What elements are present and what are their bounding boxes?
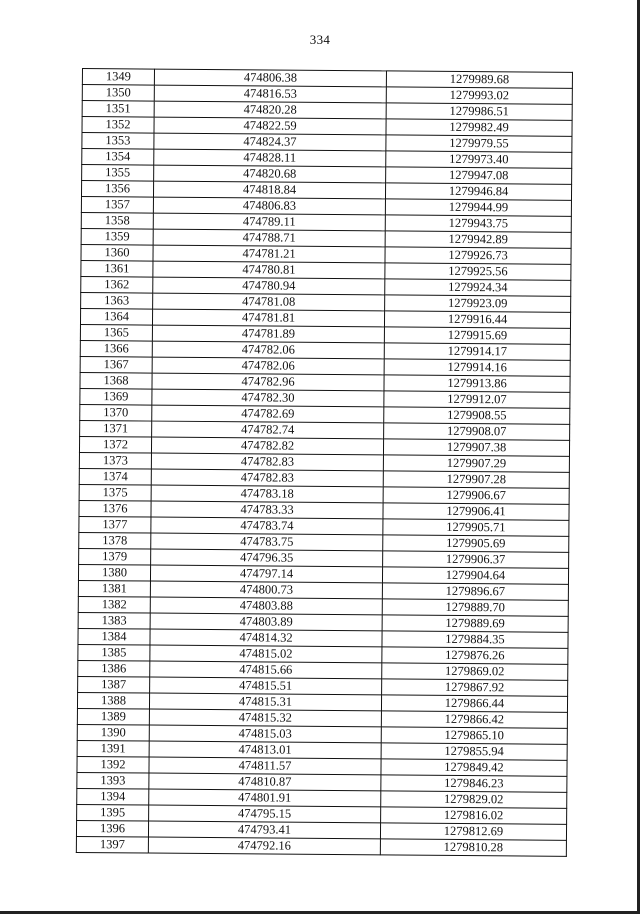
x-coordinate-cell: 474815.66 bbox=[150, 661, 382, 679]
point-id-cell: 1363 bbox=[81, 292, 153, 309]
y-coordinate-cell: 1279986.51 bbox=[386, 103, 572, 120]
point-id-cell: 1388 bbox=[77, 692, 149, 709]
x-coordinate-cell: 474782.83 bbox=[151, 469, 383, 487]
point-id-cell: 1354 bbox=[82, 149, 154, 166]
point-id-cell: 1351 bbox=[82, 101, 154, 118]
x-coordinate-cell: 474803.89 bbox=[150, 613, 382, 631]
y-coordinate-cell: 1279908.07 bbox=[384, 423, 570, 440]
point-id-cell: 1390 bbox=[77, 724, 149, 741]
y-coordinate-cell: 1279982.49 bbox=[386, 119, 572, 136]
y-coordinate-cell: 1279869.02 bbox=[382, 663, 568, 680]
x-coordinate-cell: 474792.16 bbox=[148, 837, 380, 855]
x-coordinate-cell: 474782.69 bbox=[152, 405, 384, 423]
x-coordinate-cell: 474797.14 bbox=[150, 565, 382, 583]
y-coordinate-cell: 1279849.42 bbox=[381, 759, 567, 776]
point-id-cell: 1377 bbox=[79, 516, 151, 533]
x-coordinate-cell: 474822.59 bbox=[154, 117, 386, 135]
x-coordinate-cell: 474795.15 bbox=[149, 805, 381, 823]
point-id-cell: 1378 bbox=[79, 532, 151, 549]
y-coordinate-cell: 1279914.16 bbox=[384, 359, 570, 376]
x-coordinate-cell: 474824.37 bbox=[154, 133, 386, 151]
x-coordinate-cell: 474782.82 bbox=[151, 437, 383, 455]
point-id-cell: 1381 bbox=[78, 580, 150, 597]
x-coordinate-cell: 474813.01 bbox=[149, 741, 381, 759]
y-coordinate-cell: 1279816.02 bbox=[381, 807, 567, 824]
point-id-cell: 1393 bbox=[77, 772, 149, 789]
point-id-cell: 1355 bbox=[82, 165, 154, 182]
x-coordinate-cell: 474818.84 bbox=[153, 181, 385, 199]
x-coordinate-cell: 474781.81 bbox=[152, 309, 384, 327]
y-coordinate-cell: 1279889.69 bbox=[382, 615, 568, 632]
y-coordinate-cell: 1279905.69 bbox=[383, 535, 569, 552]
x-coordinate-cell: 474796.35 bbox=[151, 549, 383, 567]
point-id-cell: 1382 bbox=[78, 596, 150, 613]
y-coordinate-cell: 1279812.69 bbox=[380, 823, 566, 840]
x-coordinate-cell: 474801.91 bbox=[149, 789, 381, 807]
y-coordinate-cell: 1279943.75 bbox=[385, 215, 571, 232]
y-coordinate-cell: 1279912.07 bbox=[384, 391, 570, 408]
y-coordinate-cell: 1279846.23 bbox=[381, 775, 567, 792]
point-id-cell: 1389 bbox=[77, 708, 149, 725]
y-coordinate-cell: 1279916.44 bbox=[384, 311, 570, 328]
y-coordinate-cell: 1279914.17 bbox=[384, 343, 570, 360]
point-id-cell: 1373 bbox=[79, 452, 151, 469]
x-coordinate-cell: 474783.18 bbox=[151, 485, 383, 503]
x-coordinate-cell: 474782.83 bbox=[151, 453, 383, 471]
point-id-cell: 1360 bbox=[81, 244, 153, 261]
x-coordinate-cell: 474783.33 bbox=[151, 501, 383, 519]
y-coordinate-cell: 1279908.55 bbox=[384, 407, 570, 424]
point-id-cell: 1375 bbox=[79, 484, 151, 501]
y-coordinate-cell: 1279867.92 bbox=[382, 679, 568, 696]
x-coordinate-cell: 474783.75 bbox=[151, 533, 383, 551]
y-coordinate-cell: 1279942.89 bbox=[385, 231, 571, 248]
x-coordinate-cell: 474782.74 bbox=[152, 421, 384, 439]
y-coordinate-cell: 1279906.41 bbox=[383, 503, 569, 520]
point-id-cell: 1359 bbox=[81, 228, 153, 245]
x-coordinate-cell: 474782.30 bbox=[152, 389, 384, 407]
y-coordinate-cell: 1279947.08 bbox=[386, 167, 572, 184]
y-coordinate-cell: 1279906.67 bbox=[383, 487, 569, 504]
y-coordinate-cell: 1279924.34 bbox=[385, 279, 571, 296]
point-id-cell: 1361 bbox=[81, 260, 153, 277]
point-id-cell: 1383 bbox=[78, 612, 150, 629]
x-coordinate-cell: 474828.11 bbox=[154, 149, 386, 167]
y-coordinate-cell: 1279876.26 bbox=[382, 647, 568, 664]
point-id-cell: 1374 bbox=[79, 468, 151, 485]
x-coordinate-cell: 474788.71 bbox=[153, 229, 385, 247]
x-coordinate-cell: 474780.94 bbox=[153, 277, 385, 295]
point-id-cell: 1362 bbox=[81, 276, 153, 293]
point-id-cell: 1369 bbox=[80, 388, 152, 405]
x-coordinate-cell: 474814.32 bbox=[150, 629, 382, 647]
y-coordinate-cell: 1279915.69 bbox=[384, 327, 570, 344]
y-coordinate-cell: 1279904.64 bbox=[382, 567, 568, 584]
x-coordinate-cell: 474781.08 bbox=[153, 293, 385, 311]
y-coordinate-cell: 1279993.02 bbox=[386, 87, 572, 104]
point-id-cell: 1372 bbox=[79, 436, 151, 453]
x-coordinate-cell: 474780.81 bbox=[153, 261, 385, 279]
y-coordinate-cell: 1279925.56 bbox=[385, 263, 571, 280]
point-id-cell: 1358 bbox=[81, 212, 153, 229]
table-row bbox=[76, 836, 566, 856]
x-coordinate-cell: 474782.06 bbox=[152, 341, 384, 359]
x-coordinate-cell: 474820.68 bbox=[154, 165, 386, 183]
page-number: 334 bbox=[309, 32, 331, 47]
x-coordinate-cell: 474820.28 bbox=[154, 101, 386, 119]
point-id-cell: 1376 bbox=[79, 500, 151, 517]
y-coordinate-cell: 1279907.28 bbox=[383, 471, 569, 488]
y-coordinate-cell: 1279866.44 bbox=[381, 695, 567, 712]
point-id-cell: 1364 bbox=[80, 308, 152, 325]
x-coordinate-cell: 474782.06 bbox=[152, 357, 384, 375]
y-coordinate-cell: 1279855.94 bbox=[381, 743, 567, 760]
x-coordinate-cell: 474816.53 bbox=[154, 85, 386, 103]
y-coordinate-cell: 1279946.84 bbox=[385, 183, 571, 200]
x-coordinate-cell: 474783.74 bbox=[151, 517, 383, 535]
point-id-cell: 1396 bbox=[76, 820, 148, 837]
y-coordinate-cell: 1279907.29 bbox=[383, 455, 569, 472]
y-coordinate-cell: 1279896.67 bbox=[382, 583, 568, 600]
coordinates-table bbox=[76, 68, 573, 857]
x-coordinate-cell: 474815.31 bbox=[149, 693, 381, 711]
x-coordinate-cell: 474815.51 bbox=[150, 677, 382, 695]
x-coordinate-cell: 474806.38 bbox=[154, 69, 386, 87]
y-coordinate-cell: 1279979.55 bbox=[386, 135, 572, 152]
y-coordinate-cell: 1279989.68 bbox=[386, 71, 572, 88]
point-id-cell: 1368 bbox=[80, 372, 152, 389]
x-coordinate-cell: 474800.73 bbox=[150, 581, 382, 599]
x-coordinate-cell: 474815.32 bbox=[149, 709, 381, 727]
point-id-cell: 1397 bbox=[76, 836, 148, 853]
y-coordinate-cell: 1279905.71 bbox=[383, 519, 569, 536]
point-id-cell: 1394 bbox=[77, 788, 149, 805]
x-coordinate-cell: 474815.03 bbox=[149, 725, 381, 743]
point-id-cell: 1350 bbox=[82, 85, 154, 102]
x-coordinate-cell: 474781.21 bbox=[153, 245, 385, 263]
x-coordinate-cell: 474815.02 bbox=[150, 645, 382, 663]
y-coordinate-cell: 1279906.37 bbox=[383, 551, 569, 568]
x-coordinate-cell: 474781.89 bbox=[152, 325, 384, 343]
point-id-cell: 1395 bbox=[77, 804, 149, 821]
point-id-cell: 1379 bbox=[79, 548, 151, 565]
x-coordinate-cell: 474810.87 bbox=[149, 773, 381, 791]
y-coordinate-cell: 1279913.86 bbox=[384, 375, 570, 392]
point-id-cell: 1371 bbox=[80, 420, 152, 437]
coordinates-table-body bbox=[76, 69, 572, 857]
point-id-cell: 1367 bbox=[80, 356, 152, 373]
x-coordinate-cell: 474811.57 bbox=[149, 757, 381, 775]
point-id-cell: 1392 bbox=[77, 756, 149, 773]
y-coordinate-cell: 1279907.38 bbox=[383, 439, 569, 456]
y-coordinate-cell: 1279944.99 bbox=[385, 199, 571, 216]
y-coordinate-cell: 1279865.10 bbox=[381, 727, 567, 744]
y-coordinate-cell: 1279829.02 bbox=[381, 791, 567, 808]
x-coordinate-cell: 474793.41 bbox=[148, 821, 380, 839]
y-coordinate-cell: 1279810.28 bbox=[380, 839, 566, 856]
point-id-cell: 1349 bbox=[82, 69, 154, 86]
point-id-cell: 1366 bbox=[80, 340, 152, 357]
point-id-cell: 1370 bbox=[80, 404, 152, 421]
point-id-cell: 1352 bbox=[82, 117, 154, 134]
x-coordinate-cell: 474782.96 bbox=[152, 373, 384, 391]
y-coordinate-cell: 1279866.42 bbox=[381, 711, 567, 728]
point-id-cell: 1365 bbox=[80, 324, 152, 341]
y-coordinate-cell: 1279889.70 bbox=[382, 599, 568, 616]
x-coordinate-cell: 474789.11 bbox=[153, 213, 385, 231]
point-id-cell: 1387 bbox=[78, 676, 150, 693]
point-id-cell: 1353 bbox=[82, 133, 154, 150]
point-id-cell: 1386 bbox=[78, 660, 150, 677]
x-coordinate-cell: 474806.83 bbox=[153, 197, 385, 215]
y-coordinate-cell: 1279973.40 bbox=[386, 151, 572, 168]
y-coordinate-cell: 1279926.73 bbox=[385, 247, 571, 264]
y-coordinate-cell: 1279884.35 bbox=[382, 631, 568, 648]
point-id-cell: 1384 bbox=[78, 628, 150, 645]
point-id-cell: 1357 bbox=[81, 196, 153, 213]
point-id-cell: 1356 bbox=[81, 181, 153, 198]
x-coordinate-cell: 474803.88 bbox=[150, 597, 382, 615]
point-id-cell: 1391 bbox=[77, 740, 149, 757]
point-id-cell: 1385 bbox=[78, 644, 150, 661]
point-id-cell: 1380 bbox=[78, 564, 150, 581]
y-coordinate-cell: 1279923.09 bbox=[385, 295, 571, 312]
